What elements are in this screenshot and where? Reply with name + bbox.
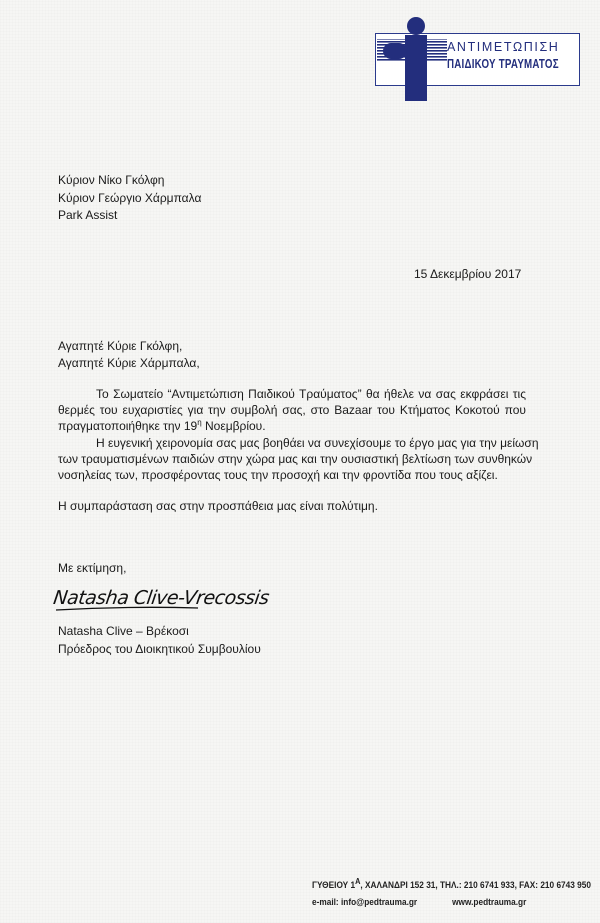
- salutation-2: Αγαπητέ Κύριε Χάρμπαλα,: [58, 356, 200, 370]
- recipient-1: Κύριον Νίκο Γκόλφη: [58, 173, 165, 187]
- signer-title: Πρόεδρος του Διοικητικού Συμβουλίου: [58, 642, 261, 656]
- paragraph-1-line-3: πραγματοποιήθηκε την $19^\eta$ Νοεμβρίου.: [58, 418, 266, 434]
- recipient-2: Κύριον Γεώργιο Χάρμπαλα: [58, 191, 202, 205]
- paragraph-2-line-2: των τραυματισμένων παιδιών στην χώρα μας και την ουσιαστική βελτίωση των συνθηκών: [58, 452, 533, 467]
- letter-date: 15 Δεκεμβρίου 2017: [414, 267, 522, 281]
- cross-logo-icon: [377, 17, 447, 101]
- closing: Με εκτίμηση,: [58, 561, 127, 575]
- signer-name: Natasha Clive – Βρέκοσι: [58, 624, 189, 638]
- logo-line-2: ΠΑΙΔΙΚΟΥ ΤΡΑΥΜΑΤΟΣ: [447, 56, 559, 71]
- footer-website: www.pedtrauma.gr: [452, 897, 527, 907]
- paragraph-1-line-1: Το Σωματείο “Αντιμετώπιση Παιδικού Τραύματος” θα ήθελε να σας εκφράσει τις: [96, 387, 526, 401]
- body-paragraph-3: Η συμπαράσταση σας στην προσπάθεια μας είναι πολύτιμη.: [58, 499, 378, 513]
- body-paragraph-2: [58, 435, 539, 484]
- footer-email: e-mail: info@pedtrauma.gr: [312, 897, 418, 907]
- svg-text:Natasha Clive-Vrecossis: Natasha Clive-Vrecossis: [51, 586, 271, 609]
- logo-wordmark: [447, 41, 579, 70]
- handwritten-signature: [48, 580, 278, 620]
- paragraph-1-line-2: θερμές του ευχαριστίες για την συμβολή σας, στο Bazaar του Κτήματος Κοκοτού που: [58, 403, 526, 418]
- paragraph-2-line-3: νοσηλείας των, προσφέροντας τους την προσοχή και την φροντίδα που τους αξίζει.: [58, 468, 498, 483]
- footer-address: ΓΥΘΕΙΟΥ $1^A$, ΧΑΛΑΝΔΡΙ 152 31, ΤΗΛ.: 210 6741 933, FAX: 210 6743 950: [312, 877, 591, 890]
- recipient-company: Park Assist: [58, 208, 118, 222]
- body-paragraph-1: [58, 386, 526, 435]
- organization-logo: [375, 17, 583, 101]
- logo-line-1: ΑΝΤΙΜΕΤΩΠΙΣΗ: [447, 40, 560, 54]
- salutation-1: Αγαπητέ Κύριε Γκόλφη,: [58, 339, 183, 353]
- footer-contact: [312, 897, 526, 907]
- paragraph-2-line-1: Η ευγενική χειρονομία σας μας βοηθάει να συνεχίσουμε το έργο μας για την μείωση: [96, 436, 539, 450]
